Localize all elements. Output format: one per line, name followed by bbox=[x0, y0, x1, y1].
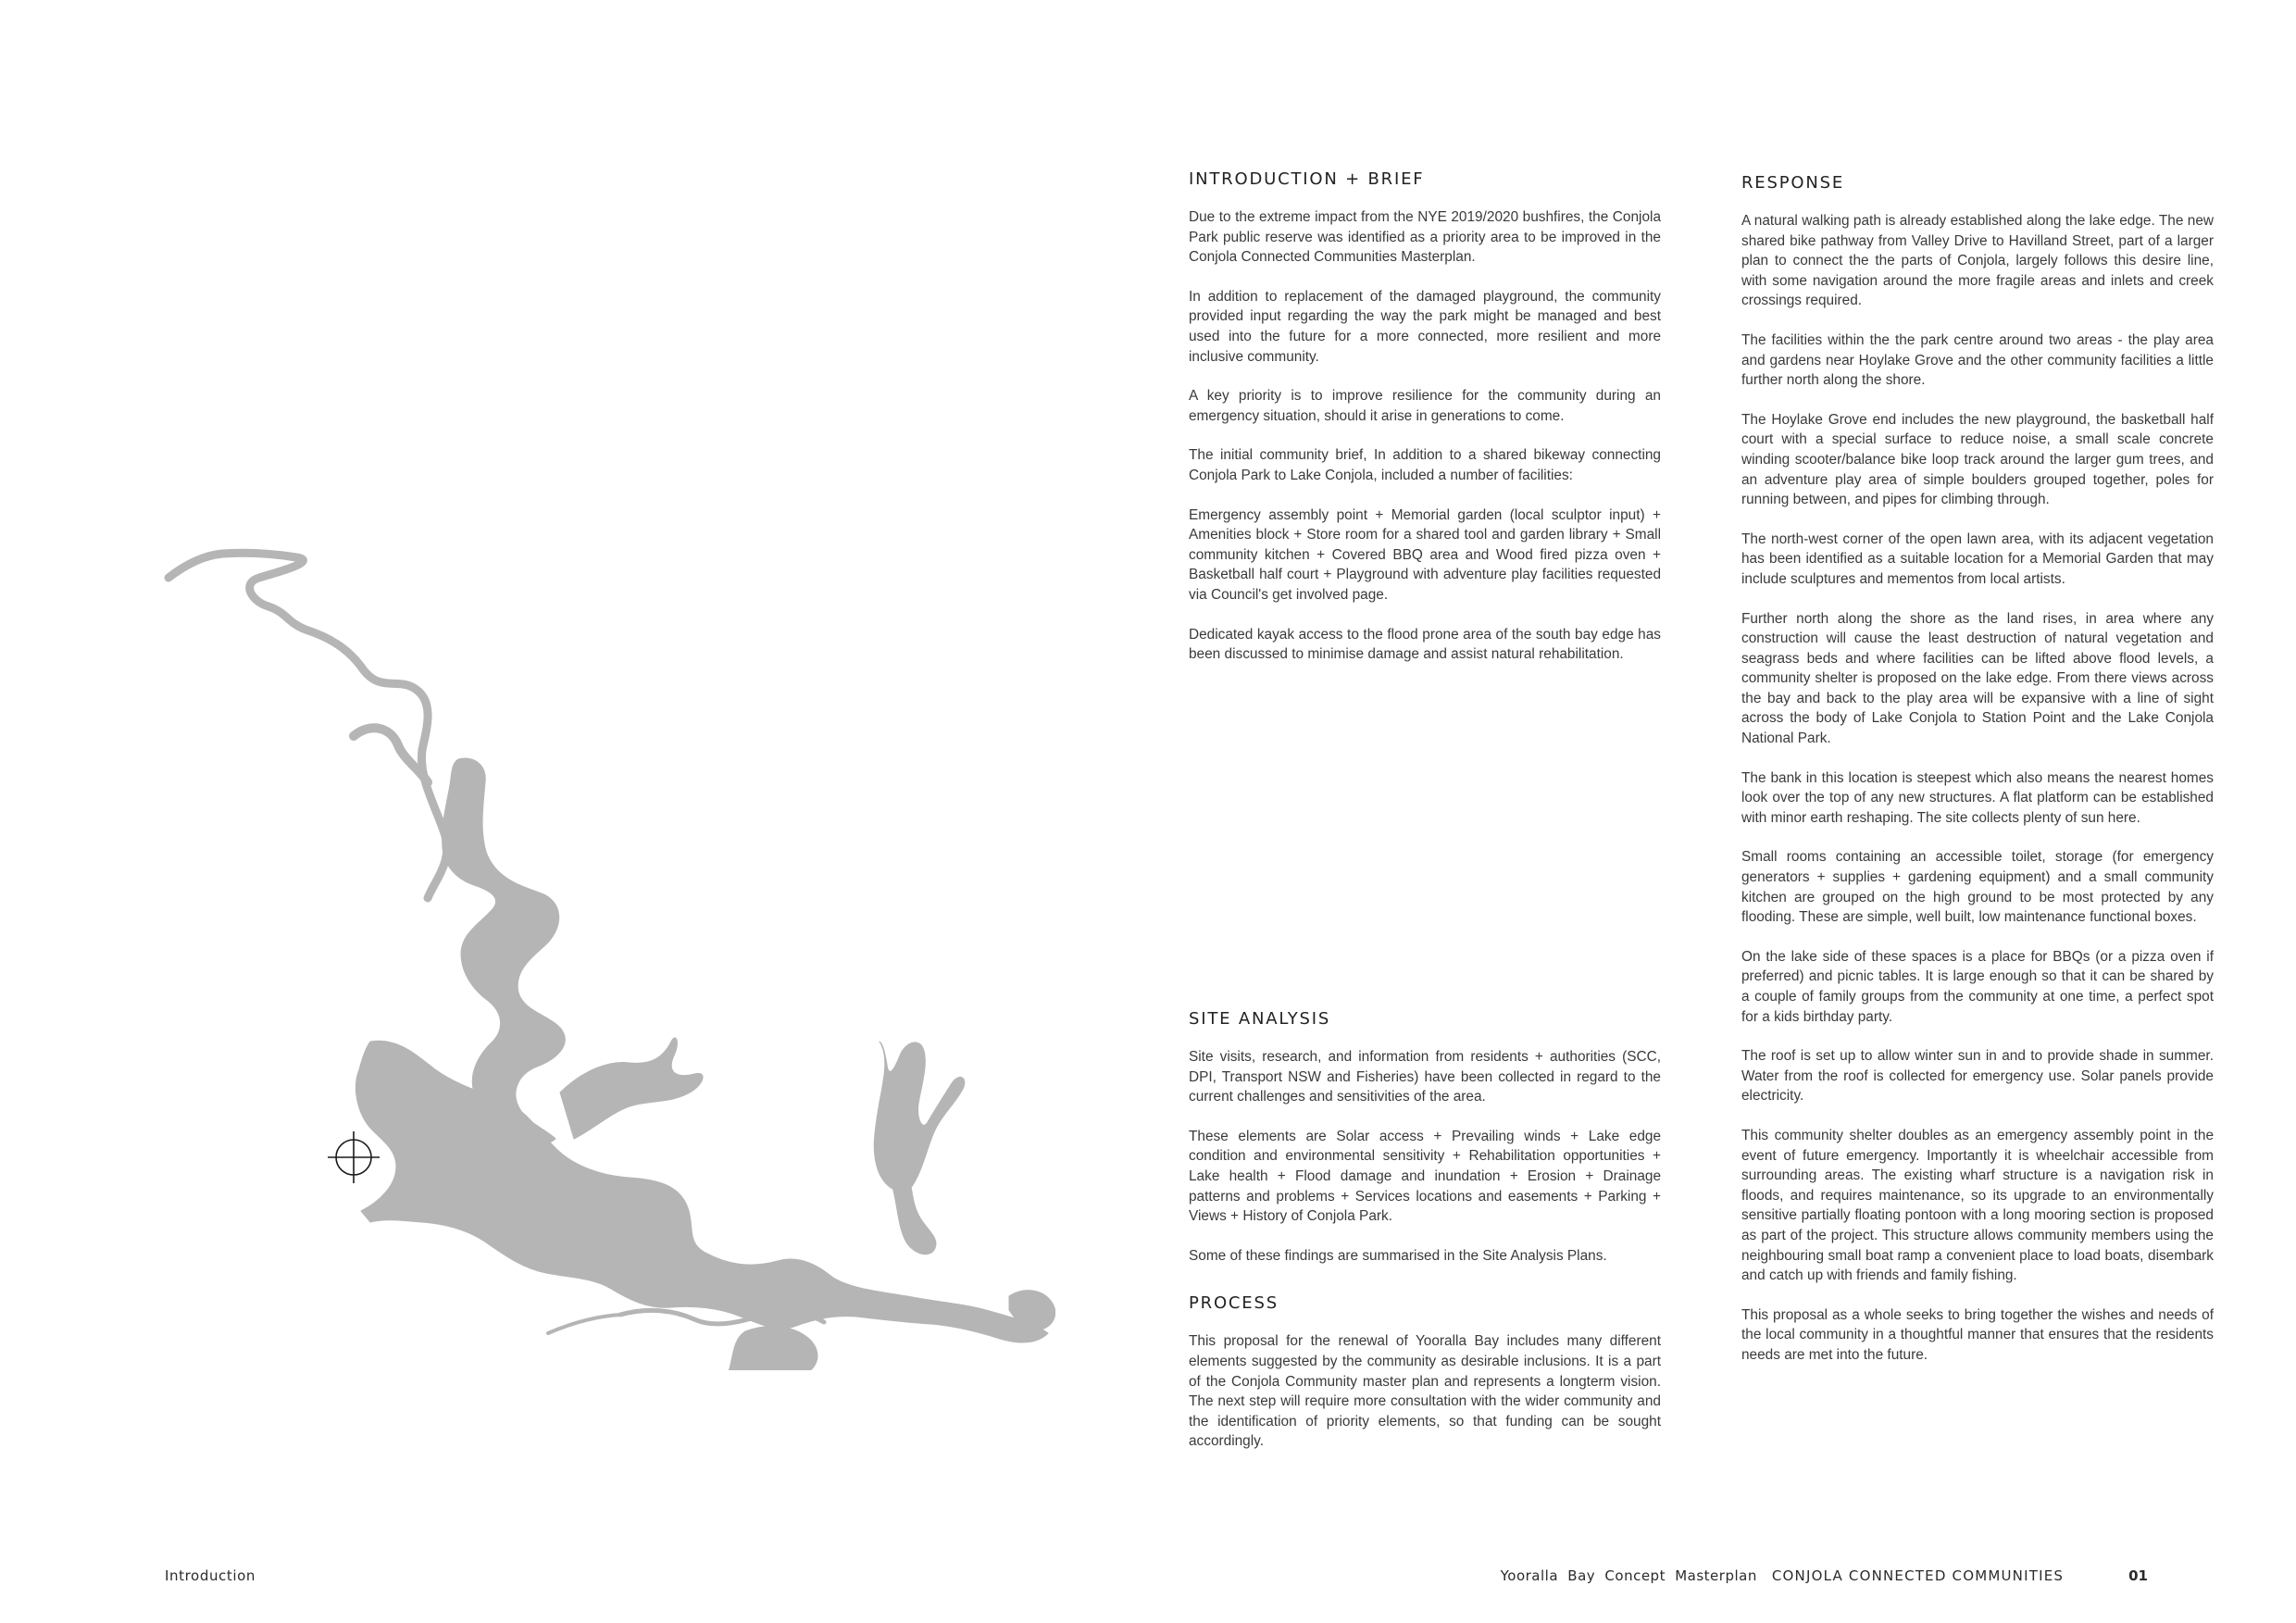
intro-paragraph: The initial community brief, In addition to a shared bikeway connecting Conjola Park to Lake Conjola, included a number of facilities: bbox=[1189, 447, 1661, 483]
footer-section-label: Introduction bbox=[165, 1567, 256, 1584]
footer-document-title: Yooralla Bay Concept Masterplan bbox=[1500, 1567, 1757, 1584]
response-paragraph: Further north along the shore as the land rises, in area where any construction will cause the least destruction of natural vegetation and seagrass beds and where facilities can be lifted above flood levels, a community shelter is proposed on the lake edge. From there views across the bay and back to the play area will be expansive with a line of sight across the body of Lake Conjola to Station Point and the Lake Conjola National Park. bbox=[1741, 610, 2214, 747]
site-analysis-section bbox=[1189, 1009, 1661, 1266]
process-paragraph: This proposal for the renewal of Yooralla Bay includes many different elements suggested by the community as desirable inclusions. It is a part of the Conjola Community master plan and represents a longterm vision. The next step will require more consultation with the wider community and the identification of priority elements, so that funding can be sought accordingly. bbox=[1189, 1333, 1661, 1450]
response-paragraph: The bank in this location is steepest which also means the nearest homes look over the top of any new structures. A flat platform can be established with minor earth reshaping. The site collects plenty of sun here. bbox=[1741, 769, 2214, 826]
introduction-brief-section bbox=[1189, 169, 1661, 665]
site-analysis-paragraph: These elements are Solar access + Prevailing winds + Lake edge condition and environmental sensitivity + Rehabilitation opportunities + Lake health + Flood damage and inundation + Erosion + Drainage patterns and problems + Services locations and easements + Parking + Views + History of Conjola Park. bbox=[1189, 1128, 1661, 1225]
response-paragraph: The roof is set up to allow winter sun in and to provide shade in summer. Water from the roof is collected for emergency use. Solar panels provide electricity. bbox=[1741, 1048, 2214, 1105]
response-paragraph: The north-west corner of the open lawn area, with its adjacent vegetation has been identified as a suitable location for a Memorial Garden that may include sculptures and mementos from local artists. bbox=[1741, 531, 2214, 587]
southern-lagoon bbox=[728, 1327, 817, 1370]
side-creek bbox=[354, 728, 428, 782]
southern-arm bbox=[874, 1042, 965, 1255]
analysis-column bbox=[1189, 1009, 1661, 1471]
intro-paragraph: Dedicated kayak access to the flood prone area of the south bay edge has been discussed to minimise damage and assist natural rehabilitation. bbox=[1189, 626, 1661, 663]
footer-organisation: CONJOLA CONNECTED COMMUNITIES bbox=[1771, 1567, 2065, 1584]
response-section bbox=[1741, 173, 2214, 1366]
site-analysis-heading: SITE ANALYSIS bbox=[1189, 1009, 1331, 1029]
location-crosshair-icon bbox=[328, 1131, 380, 1183]
response-paragraph: Small rooms containing an accessible toilet, storage (for emergency generators + supplies + gardening equipment) and a small community kitchen are grouped on the high ground to be most protected by any flooding. These are simple, well built, low maintenance functional boxes. bbox=[1741, 849, 2214, 926]
response-paragraph: The facilities within the the park centre around two areas - the play area and gardens near Hoylake Grove and the other community facilities a little further north along the shore. bbox=[1741, 331, 2214, 389]
response-paragraph: This community shelter doubles as an emergency assembly point in the event of future emergency. Importantly it is wheelchair accessible from surrounding areas. The existing wharf structure is a navigation risk in floods, and requires maintenance, so its upgrade to an environmentally sensitive partially floating pontoon with a long mooring section is proposed as part of the project. This structure allows community members using the neighbouring small boat ramp a convenient place to load boats, disembark and catch up with friends and family fishing. bbox=[1741, 1127, 2214, 1284]
intro-paragraph: Due to the extreme impact from the NYE 2019/2020 bushfires, the Conjola Park public reserve was identified as a priority area to be improved in the Conjola Connected Communities Masterplan. bbox=[1189, 209, 1661, 266]
response-paragraph: This proposal as a whole seeks to bring together the wishes and needs of the local community in a thoughtful manner that ensures that the residents needs are met into the future. bbox=[1741, 1306, 2214, 1363]
response-paragraph: The Hoylake Grove end includes the new playground, the basketball half court with a special surface to reduce noise, a small scale concrete winding scooter/balance bike loop track around the larger gum trees, and an adventure play area of simple boulders grouped together, poles for running between, and pipes for climbing through. bbox=[1741, 411, 2214, 508]
page-number: 01 bbox=[2128, 1567, 2148, 1584]
response-paragraph: A natural walking path is already established along the lake edge. The new shared bike pathway from Valley Drive to Havilland Street, part of a larger plan to connect the the parts of Conjola, largely follows this desire line, with some navigation around the more fragile areas and inlets and creek crossings required. bbox=[1741, 213, 2214, 309]
north-east-inlet bbox=[560, 1038, 703, 1139]
intro-column bbox=[1189, 169, 1661, 684]
process-section bbox=[1189, 1293, 1661, 1452]
intro-paragraph: In addition to replacement of the damaged playground, the community provided input regarding the way the park might be managed and best used into the future for a more connected, more resilient and more inclusive community. bbox=[1189, 288, 1661, 365]
footer-meta bbox=[1501, 1567, 2148, 1584]
main-lake-body bbox=[356, 1041, 1048, 1342]
intro-paragraph: A key priority is to improve resilience for the community during an emergency situation, should it arise in generations to come. bbox=[1189, 388, 1661, 424]
lower-creek-west bbox=[548, 1315, 620, 1333]
response-heading: RESPONSE bbox=[1741, 173, 1844, 193]
site-analysis-paragraph: Site visits, research, and information from residents + authorities (SCC, DPI, Transport NSW and Fisheries) have been collected in regard to the current challenges and sensitivities of the area. bbox=[1189, 1049, 1661, 1105]
lake-conjola-map bbox=[148, 537, 1055, 1370]
response-paragraph: On the lake side of these spaces is a place for BBQs (or a pizza oven if preferred) and picnic tables. It is large enough so that it can be shared by a couple of family groups from the community at one time, a perfect spot for a kids birthday party. bbox=[1741, 948, 2214, 1025]
upper-river bbox=[168, 553, 447, 898]
intro-paragraph: Emergency assembly point + Memorial garden (local sculptor input) + Amenities block + Store room for a shared tool and garden library + Small community kitchen + Covered BBQ area and Wood fired pizza oven + Basketball half court + Playground with adventure play facilities requested via Council's get involved page. bbox=[1189, 506, 1661, 603]
site-analysis-paragraph: Some of these findings are summarised in the Site Analysis Plans. bbox=[1189, 1247, 1607, 1264]
response-column bbox=[1741, 173, 2214, 1385]
intro-heading: INTRODUCTION + BRIEF bbox=[1189, 169, 1425, 189]
process-heading: PROCESS bbox=[1189, 1293, 1279, 1314]
